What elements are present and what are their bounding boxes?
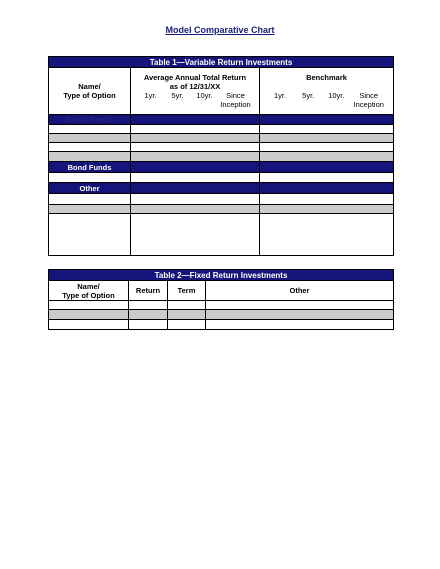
document-title: Model Comparative Chart (165, 25, 275, 35)
table-row (49, 205, 394, 214)
table2-header-return: Return (129, 281, 168, 301)
section-other: Other (49, 183, 131, 194)
section-bond-funds: Bond Funds (49, 162, 131, 173)
table-row (49, 143, 394, 152)
table2-heading: Table 2—Fixed Return Investments (49, 270, 394, 281)
table1-header-average-return: Average Annual Total Return as of 12/31/XX 1yr. 5yr. 10yr. Since Inception (131, 68, 260, 115)
table-row (49, 301, 394, 310)
table-row (49, 125, 394, 134)
section-row-bond (49, 162, 394, 173)
table-variable-return (48, 56, 394, 256)
section-row-equity (49, 115, 394, 125)
section-row-other (49, 183, 394, 194)
table1-header-benchmark: Benchmark 1yr. 5yr. 10yr. Since Inception (260, 68, 394, 115)
table1-header-name: Name/ Type of Option (49, 68, 131, 115)
table-row (49, 194, 394, 205)
table-row (49, 173, 394, 183)
benchmark-periods: 1yr. 5yr. 10yr. Since Inception (274, 91, 384, 109)
table-fixed-return (48, 269, 394, 330)
table2-header-name: Name/ Type of Option (49, 281, 129, 301)
table2-header-other: Other (206, 281, 394, 301)
table-row (49, 134, 394, 143)
table-row (49, 214, 394, 256)
table1-heading: Table 1—Variable Return Investments (49, 57, 394, 68)
section-equity-funds: Equity Funds (49, 115, 131, 125)
average-return-periods: 1yr. 5yr. 10yr. Since Inception (144, 91, 251, 109)
table-row (49, 310, 394, 320)
table-row (49, 320, 394, 330)
table-row (49, 152, 394, 162)
table2-header-term: Term (168, 281, 206, 301)
